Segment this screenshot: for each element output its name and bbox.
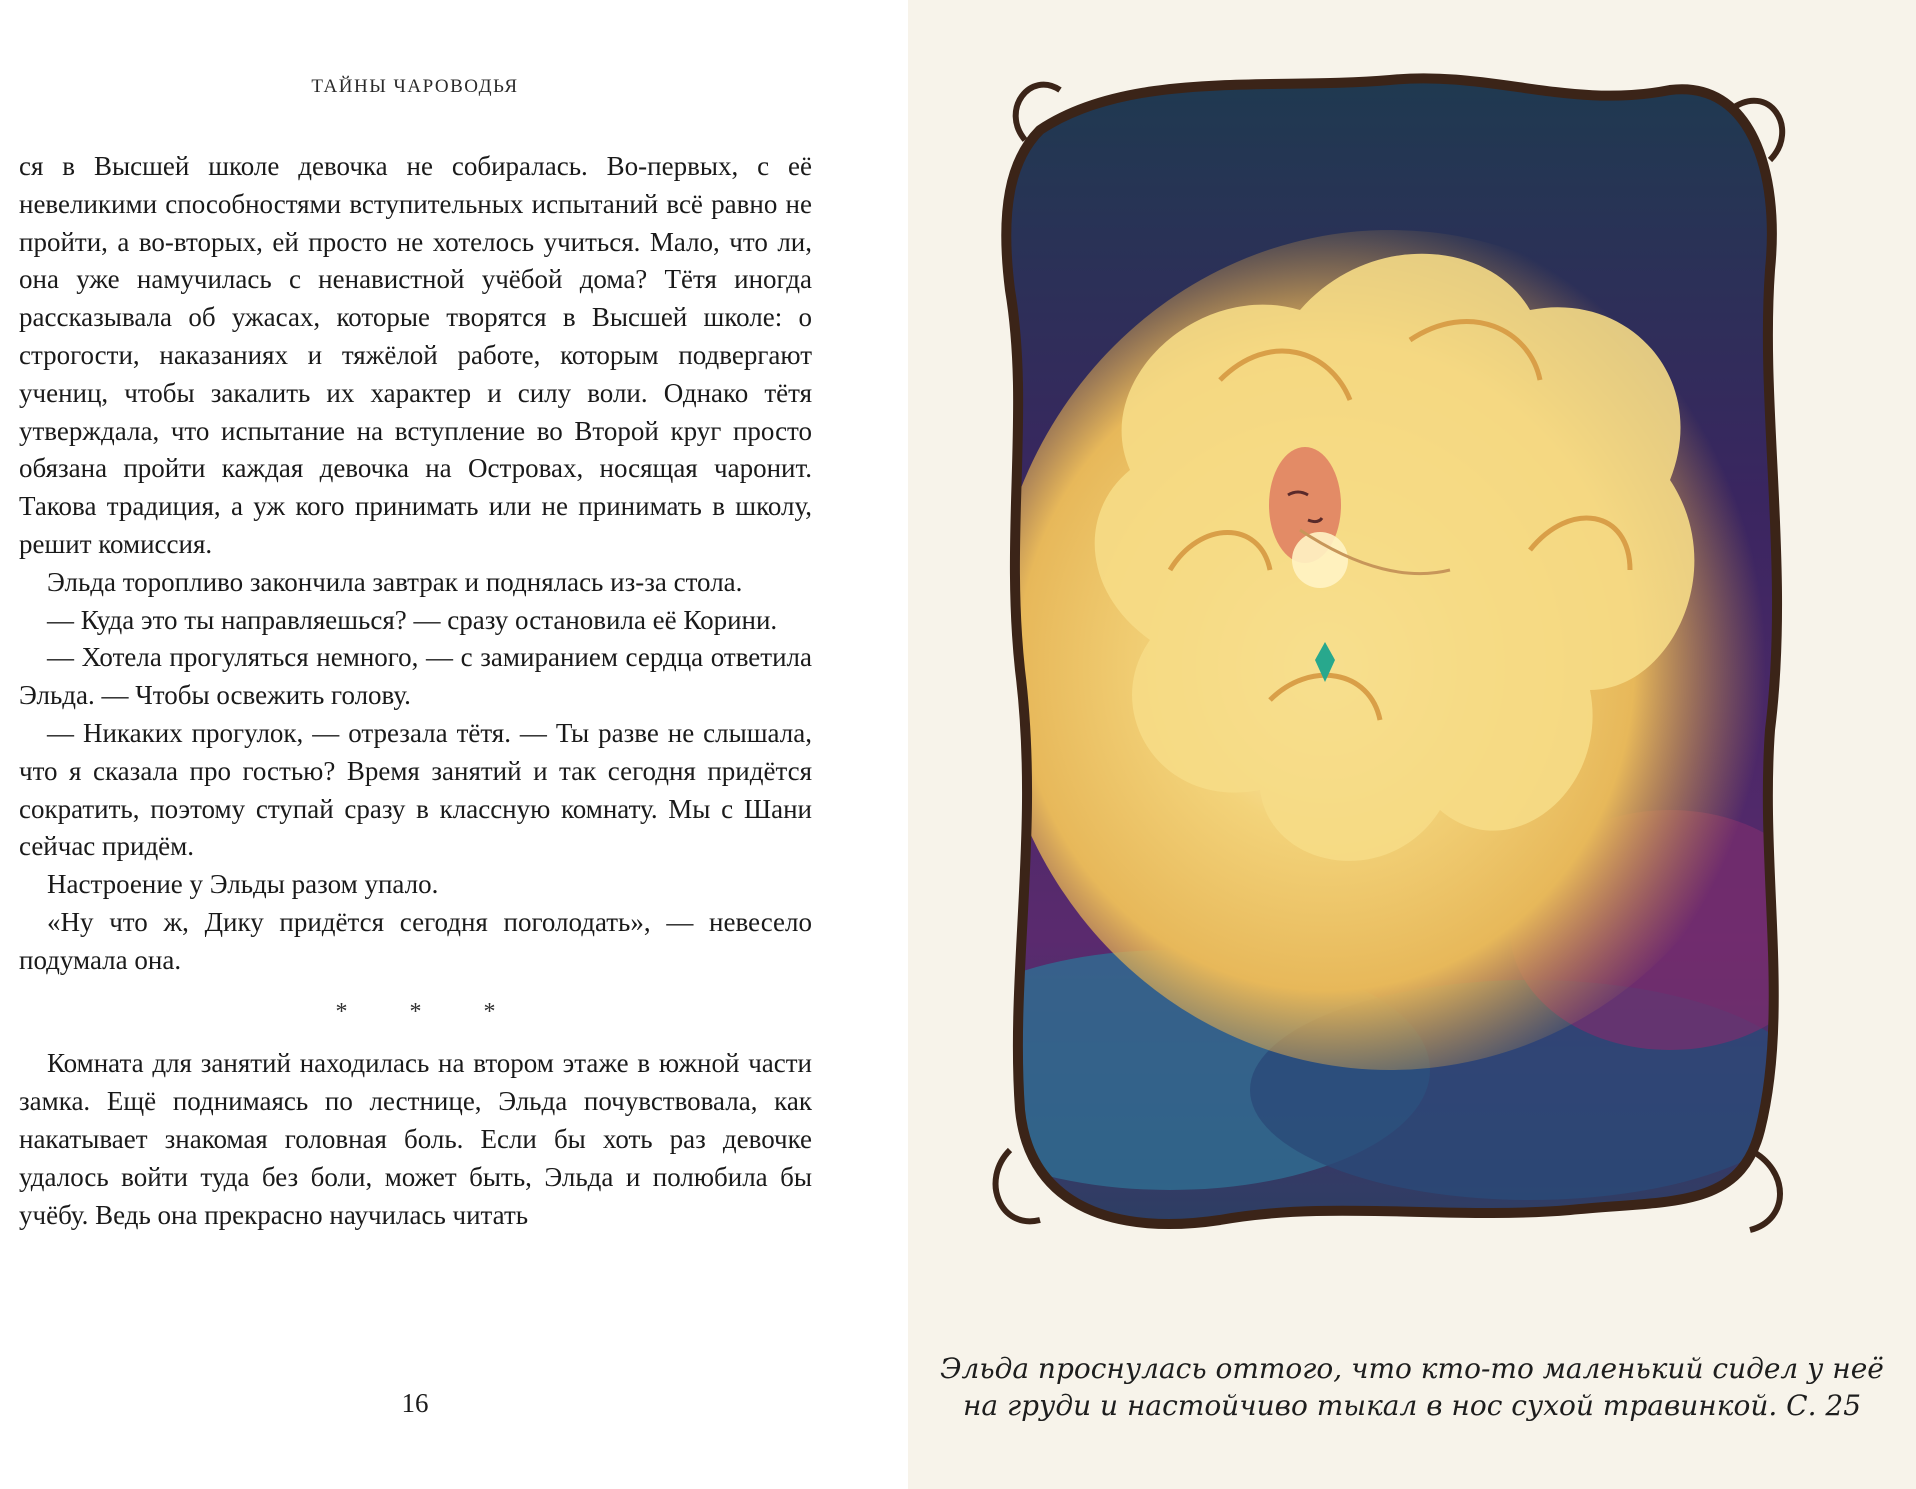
right-page	[908, 0, 1916, 1489]
paragraph: «Ну что ж, Дику придётся сегодня поголодать», — невесело подумала она.	[19, 906, 812, 975]
paragraph: — Куда это ты направляешься? — сразу остановила её Корини.	[47, 604, 778, 635]
left-page	[0, 0, 905, 1489]
page-number: 16	[401, 1388, 429, 1418]
section-separator: * * *	[335, 998, 524, 1025]
paragraph: Эльда торопливо закончила завтрак и поднялась из-за стола.	[47, 566, 743, 597]
paragraph: Настроение у Эльды разом упало.	[47, 869, 439, 900]
running-head: ТАЙНЫ ЧАРОВОДЬЯ	[311, 76, 519, 97]
paragraph: — Никаких прогулок, — отрезала тётя. — Ты разве не слышала, что я сказала про гостью? Время занятий и так сегодня придётся сократить, поэтому ступай сразу в классную комнату. Мы с Шани сейчас придём.	[19, 717, 812, 862]
illustration-caption	[908, 1350, 1916, 1424]
paragraph: Комната для занятий находилась на втором этаже в южной части замка. Ещё поднимаясь по лестнице, Эльда почувствовала, как накатывает знакомая головная боль. Если бы хоть раз девочке удалось войти туда без боли, может быть, Эльда и полюбила бы учёбу. Ведь она прекрасно научилась читать	[19, 1048, 812, 1230]
body-text	[19, 148, 812, 1234]
caption-line: Эльда проснулась оттого, что кто-то маленький сидел у неё	[940, 1352, 1884, 1385]
paragraph: — Хотела прогуляться немного, — с замиранием сердца ответила Эльда. — Чтобы освежить голову.	[19, 642, 812, 711]
caption-line: на груди и настойчиво тыкал в нос сухой травинкой. С. 25	[962, 1389, 1862, 1422]
paragraph: ся в Высшей школе девочка не собиралась. Во-первых, с её невеликими способностями вступительных испытаний всё равно не пройти, а во-вторых, ей просто не хотелось учиться. Мало, что ли, она уже намучилась с ненавистной учёбой дома? Тётя иногда рассказывала об ужасах, которые творятся в Высшей школе: о строгости, наказаниях и тяжёлой работе, которым подвергают учениц, чтобы закалить их характер и силу воли. Однако тётя утверждала, что испытание на вступление во Второй круг просто обязана пройти каждая девочка на Островах, носящая чаронит. Такова традиция, а уж кого принимать или не принимать в школу, решит комиссия.	[19, 151, 812, 559]
illustration	[970, 50, 1806, 1320]
